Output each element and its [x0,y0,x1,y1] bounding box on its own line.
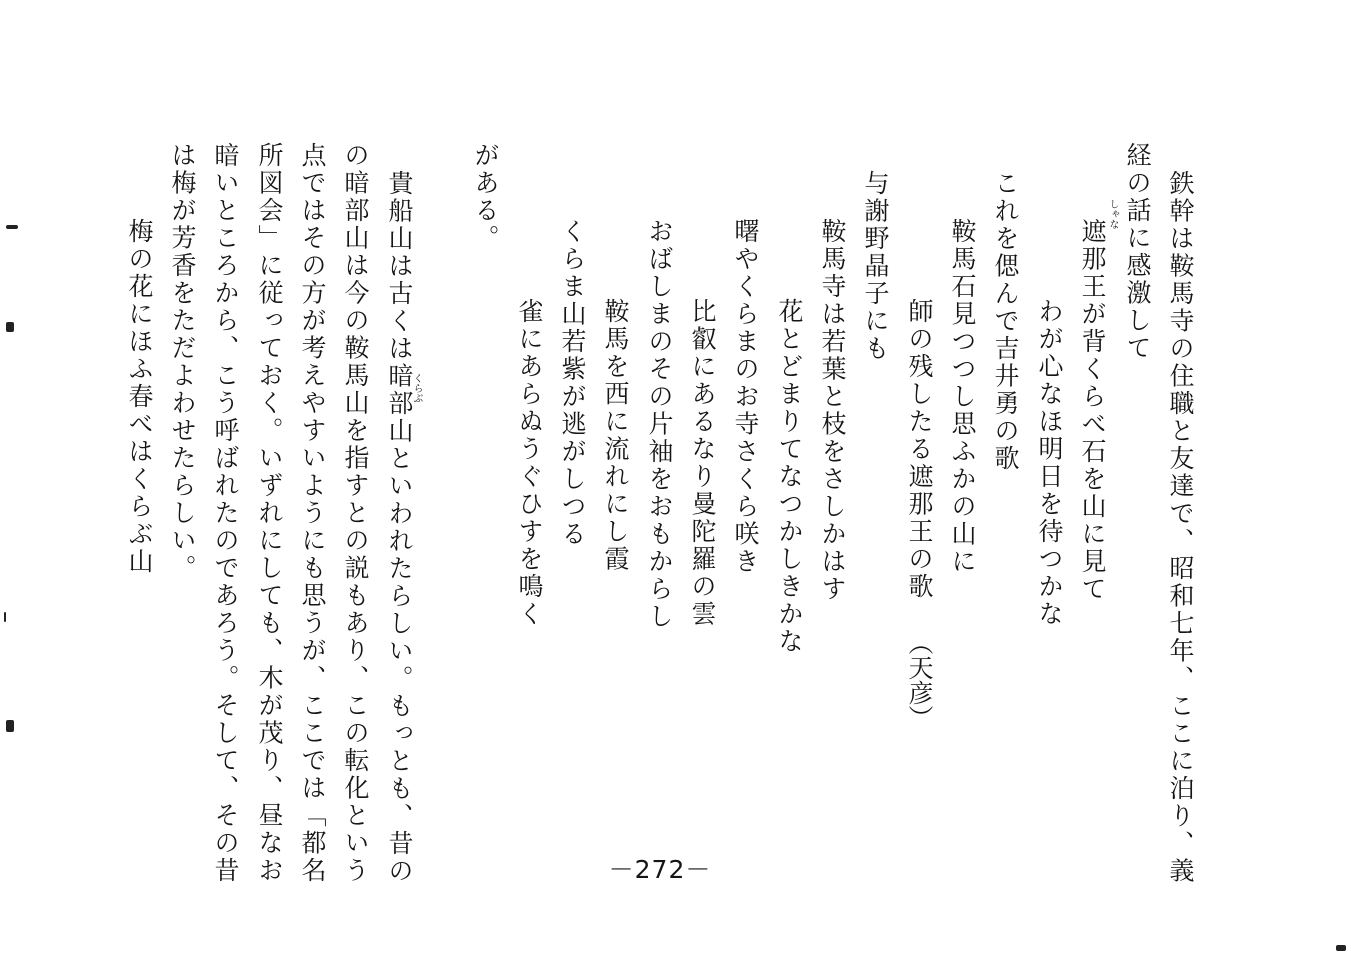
text-line-11: は梅が芳香をただよわせたらしい。 [168,142,197,582]
poem-line-1: 遮那王が背くらべ石を山に見て [1078,218,1107,603]
poem-line-9: おばしまのその片袖をおもからし [645,218,674,631]
text-line-10: 暗いところから、こう呼ばれたのであろう。そして、その昔 [211,142,240,885]
text-line-2: 経の話に感激して [1123,142,1152,362]
text-line-9: 所図会」に従っておく。いずれにしても、木が茂り、昼なお [255,142,284,885]
poem-line-13: 梅の花にほふ春べはくらぶ山 [125,218,154,576]
poem-line-2: わが心なほ明日を待つかな [1035,298,1064,628]
poem-line-10: 鞍馬を西に流れにし霞 [601,298,630,573]
poem-line-5: 鞍馬寺は若葉と枝をさしかはす [818,218,847,603]
scan-speck [6,225,18,229]
text-line-1: 鉄幹は鞍馬寺の住職と友達で、昭和七年、ここに泊り、義 [1166,170,1195,885]
scan-speck [6,322,14,332]
poem-line-8: 比叡にあるなり曼陀羅の雲 [688,298,717,628]
text-line-8: 点ではその方が考えやすいようにも思うが、ここでは「都名 [298,142,327,885]
ruby-shana: しゃな [1107,199,1118,229]
poem-attribution: （天彦） [905,630,934,730]
page-number: －272－ [608,855,712,884]
poem-line-3: 鞍馬石見つつし思ふかの山に [948,218,977,576]
scan-speck [6,720,14,732]
scan-speck [1336,945,1346,951]
ruby-kurabu: くらぶ [411,373,422,403]
text-line-3: これを偲んで吉井勇の歌 [991,170,1020,473]
text-line-7: の暗部山は今の鞍馬山を指すとの説もあり、この転化という [341,142,370,885]
poem-line-7: 曙やくらまのお寺さくら咲き [731,218,760,576]
poem-line-6: 花とどまりてなつかしきかな [775,298,804,656]
text-line-4: 与謝野晶子にも [861,170,890,363]
poem-line-11: くらま山若紫が逃がしつる [558,218,587,548]
poem-line-4: 師の残したる遮那王の歌 [905,298,934,601]
text-line-6: 貴船山は古くは暗部山といわれたらしい。もっとも、昔の [385,170,414,885]
poem-line-12: 雀にあらぬうぐひすを鳴く [515,298,544,628]
text-line-5: がある。 [471,142,500,252]
scan-speck [4,612,6,622]
